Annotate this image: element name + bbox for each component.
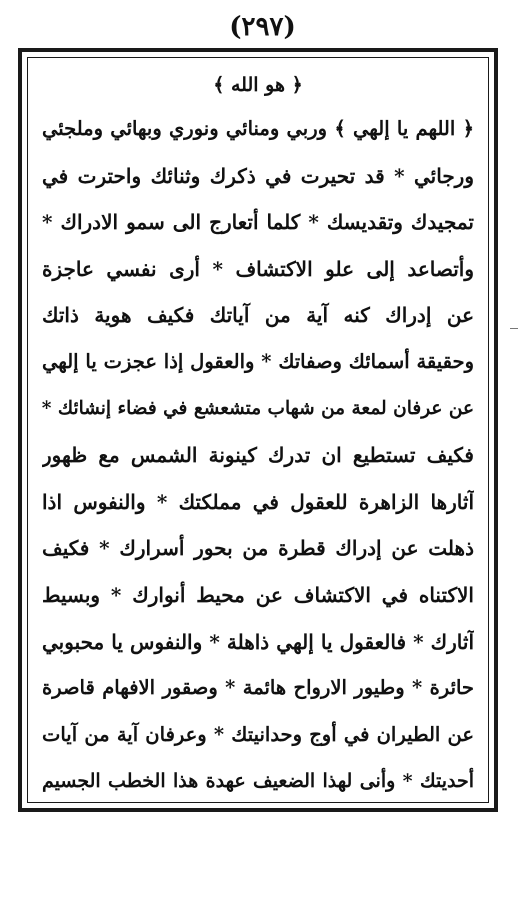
prayer-heading: ﴿ هو الله ﴾ [213, 74, 303, 96]
page-border-frame [18, 48, 498, 812]
text-line: عن إدراك كنه آية من آياتك فكيف هوية ذاتك [42, 303, 474, 328]
text-line: آثارك * فالعقول يا إلهي ذاهلة * والنفوس يا محبوبي [42, 629, 474, 654]
text-line: عن عرفان لمعة من شهاب متشعشع في فضاء إنشائك * [42, 397, 474, 419]
text-line: عن الطيران في أوج وحدانيتك * وعرفان آية من آيات [42, 722, 474, 746]
margin-mark [510, 328, 518, 329]
text-line: الاكتناه في الاكتشاف عن محيط أنوارك * وبسيط [42, 582, 474, 607]
text-line: ﴿ اللهم يا إلهي ﴾ وربي ومنائي ونوري وبهائي وملجئي [42, 117, 474, 140]
text-line: تمجيدك وتقديسك * كلما أتعارج الى سمو الادراك * [42, 210, 474, 235]
text-line: وأتصاعد إلى علو الاكتشاف * أرى نفسي عاجزة [42, 256, 474, 281]
text-line: آثارها الزاهرة للعقول في مملكتك * والنفوس اذا [42, 489, 474, 514]
inner-border-frame [27, 57, 489, 803]
page-number: (٢٩٧) [229, 12, 296, 42]
text-line: ذهلت عن إدراك قطرة من بحور أسرارك * فكيف [42, 536, 474, 561]
text-line: وحقيقة أسمائك وصفاتك * والعقول إذا عجزت يا إلهي [42, 349, 474, 373]
prayer-text-block [42, 64, 474, 805]
text-line: أحديتك * وأنى لهذا الضعيف عهدة هذا الخطب الجسيم [42, 770, 474, 793]
text-line: ورجائي * قد تحيرت في ذكرك وثنائك واحترت في [42, 163, 474, 188]
text-line: فكيف تستطيع ان تدرك كينونة الشمس مع ظهور [42, 443, 474, 468]
text-line: حائرة * وطيور الارواح هائمة * وصقور الافهام قاصرة [42, 676, 474, 700]
